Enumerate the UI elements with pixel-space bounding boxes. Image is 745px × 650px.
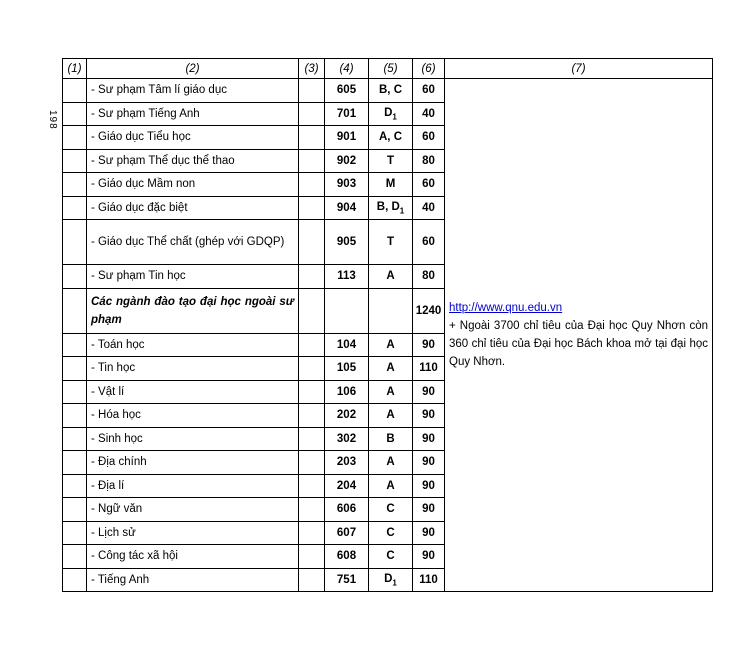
exam-block-subscript: 1 [392, 111, 397, 121]
major-name: - Hóa học [87, 404, 299, 428]
quota: 90 [413, 498, 445, 522]
exam-block [369, 220, 413, 265]
exam-block-subscript: 1 [399, 205, 405, 215]
major-name: - Giáo dục Tiểu học [87, 126, 299, 150]
major-code: 904 [325, 196, 369, 220]
major-name: - Vật lí [87, 380, 299, 404]
major-code: 701 [325, 102, 369, 126]
cell-col1 [63, 474, 87, 498]
exam-block-text: C [386, 526, 395, 539]
major-code: 202 [325, 404, 369, 428]
header-col4: (4) [325, 59, 369, 79]
exam-block-text: T [386, 236, 395, 248]
cell-col3 [299, 288, 325, 333]
cell-col3 [299, 79, 325, 103]
quota: 110 [413, 568, 445, 592]
exam-block-text: B, C [379, 84, 402, 97]
quota: 60 [413, 173, 445, 197]
cell-col3 [299, 498, 325, 522]
exam-block-text: A [386, 338, 395, 351]
cell-col1 [63, 220, 87, 265]
cell-col3 [299, 427, 325, 451]
quota: 90 [413, 521, 445, 545]
header-col5: (5) [369, 59, 413, 79]
exam-block [369, 265, 413, 289]
major-name: - Sư phạm Tiếng Anh [87, 102, 299, 126]
exam-block-text: C [386, 503, 395, 516]
exam-block [369, 568, 413, 592]
exam-block-text: A [386, 362, 395, 375]
major-name: - Địa chính [87, 451, 299, 475]
major-code: 204 [325, 474, 369, 498]
cell-col1 [63, 451, 87, 475]
quota: 90 [413, 380, 445, 404]
cell-col3 [299, 173, 325, 197]
cell-col1 [63, 79, 87, 103]
major-name: - Sinh học [87, 427, 299, 451]
cell-col1 [63, 173, 87, 197]
exam-block-text: C [386, 550, 395, 563]
cell-col1 [63, 404, 87, 428]
quota: 1240 [413, 288, 445, 333]
exam-block-text: A, C [379, 131, 402, 144]
quota: 40 [413, 102, 445, 126]
cell-col3 [299, 568, 325, 592]
major-name: - Sư phạm Tâm lí giáo dục [87, 79, 299, 103]
quota: 90 [413, 451, 445, 475]
cell-col3 [299, 265, 325, 289]
major-name: - Ngữ văn [87, 498, 299, 522]
website-link[interactable]: http://www.qnu.edu.vn [449, 302, 563, 314]
major-name: - Lịch sử [87, 521, 299, 545]
table-body [63, 79, 713, 592]
cell-col1 [63, 126, 87, 150]
header-col7: (7) [445, 59, 713, 79]
table-row [63, 79, 713, 103]
quota: 90 [413, 427, 445, 451]
cell-col1 [63, 380, 87, 404]
major-code: 302 [325, 427, 369, 451]
quota: 90 [413, 474, 445, 498]
exam-block [369, 521, 413, 545]
exam-block [369, 102, 413, 126]
exam-block-text: D [384, 106, 393, 119]
cell-col1 [63, 357, 87, 381]
major-code: 903 [325, 173, 369, 197]
exam-block-text: M [385, 178, 396, 191]
cell-col1 [63, 521, 87, 545]
exam-block-text: D [384, 572, 393, 585]
quota: 90 [413, 404, 445, 428]
cell-col1 [63, 149, 87, 173]
cell-col3 [299, 357, 325, 381]
major-name: - Giáo dục Thể chất (ghép với GDQP) [87, 220, 299, 265]
major-name: - Giáo dục đặc biệt [87, 196, 299, 220]
major-name: - Công tác xã hội [87, 545, 299, 569]
major-code: 901 [325, 126, 369, 150]
cell-col1 [63, 545, 87, 569]
exam-block [369, 196, 413, 220]
exam-block-text: B [386, 432, 395, 445]
exam-block-subscript: 1 [392, 577, 397, 587]
exam-block-text: A [386, 385, 395, 398]
major-name: Các ngành đào tạo đại học ngoài sư phạm [87, 288, 299, 333]
exam-block [369, 79, 413, 103]
exam-block [369, 404, 413, 428]
major-code: 606 [325, 498, 369, 522]
quota: 60 [413, 79, 445, 103]
major-code: 113 [325, 265, 369, 289]
major-code: 203 [325, 451, 369, 475]
cell-col3 [299, 545, 325, 569]
quota: 60 [413, 220, 445, 265]
exam-block [369, 288, 413, 333]
major-code [325, 288, 369, 333]
exam-block [369, 333, 413, 357]
major-name: - Toán học [87, 333, 299, 357]
notes-cell [445, 79, 713, 592]
quota: 90 [413, 333, 445, 357]
exam-block-text: A [386, 270, 395, 283]
exam-block [369, 498, 413, 522]
major-code: 607 [325, 521, 369, 545]
quota: 40 [413, 196, 445, 220]
cell-col3 [299, 149, 325, 173]
cell-col3 [299, 404, 325, 428]
quota: 90 [413, 545, 445, 569]
cell-col3 [299, 102, 325, 126]
header-col2: (2) [87, 59, 299, 79]
major-code: 106 [325, 380, 369, 404]
exam-block [369, 149, 413, 173]
notes-text: + Ngoài 3700 chỉ tiêu của Đại học Quy Nhơn còn 360 chỉ tiêu của Đại học Bách khoa mở tại đại học Quy Nhơn. [449, 320, 708, 368]
exam-block-text: A [386, 409, 395, 422]
admissions-table [62, 58, 713, 592]
major-code: 751 [325, 568, 369, 592]
cell-col1 [63, 288, 87, 333]
header-col3: (3) [299, 59, 325, 79]
cell-col3 [299, 333, 325, 357]
exam-block [369, 357, 413, 381]
quota: 60 [413, 126, 445, 150]
exam-block-text: A [386, 456, 395, 469]
cell-col1 [63, 265, 87, 289]
exam-block [369, 427, 413, 451]
cell-col3 [299, 126, 325, 150]
exam-block [369, 173, 413, 197]
cell-col1 [63, 102, 87, 126]
major-code: 105 [325, 357, 369, 381]
quota: 110 [413, 357, 445, 381]
cell-col3 [299, 521, 325, 545]
header-col1: (1) [63, 59, 87, 79]
major-code: 902 [325, 149, 369, 173]
major-code: 104 [325, 333, 369, 357]
exam-block-text: T [386, 154, 395, 167]
exam-block [369, 474, 413, 498]
cell-col3 [299, 380, 325, 404]
cell-col1 [63, 498, 87, 522]
cell-col3 [299, 451, 325, 475]
cell-col3 [299, 220, 325, 265]
exam-block-text: B, D [376, 200, 400, 213]
major-code: 905 [325, 220, 369, 265]
major-name: - Tin học [87, 357, 299, 381]
major-name: - Tiếng Anh [87, 568, 299, 592]
cell-col3 [299, 196, 325, 220]
header-col6: (6) [413, 59, 445, 79]
header-row [63, 59, 713, 79]
exam-block-text: A [386, 479, 395, 492]
cell-col1 [63, 196, 87, 220]
exam-block [369, 545, 413, 569]
cell-col1 [63, 427, 87, 451]
major-name: - Sư phạm Thể dục thể thao [87, 149, 299, 173]
quota: 80 [413, 265, 445, 289]
major-code: 608 [325, 545, 369, 569]
major-name: - Sư phạm Tin học [87, 265, 299, 289]
page-number: 198 [47, 110, 58, 130]
quota: 80 [413, 149, 445, 173]
cell-col1 [63, 333, 87, 357]
major-name: - Giáo dục Mầm non [87, 173, 299, 197]
exam-block [369, 451, 413, 475]
exam-block [369, 380, 413, 404]
cell-col1 [63, 568, 87, 592]
cell-col3 [299, 474, 325, 498]
major-name: - Địa lí [87, 474, 299, 498]
major-code: 605 [325, 79, 369, 103]
exam-block [369, 126, 413, 150]
